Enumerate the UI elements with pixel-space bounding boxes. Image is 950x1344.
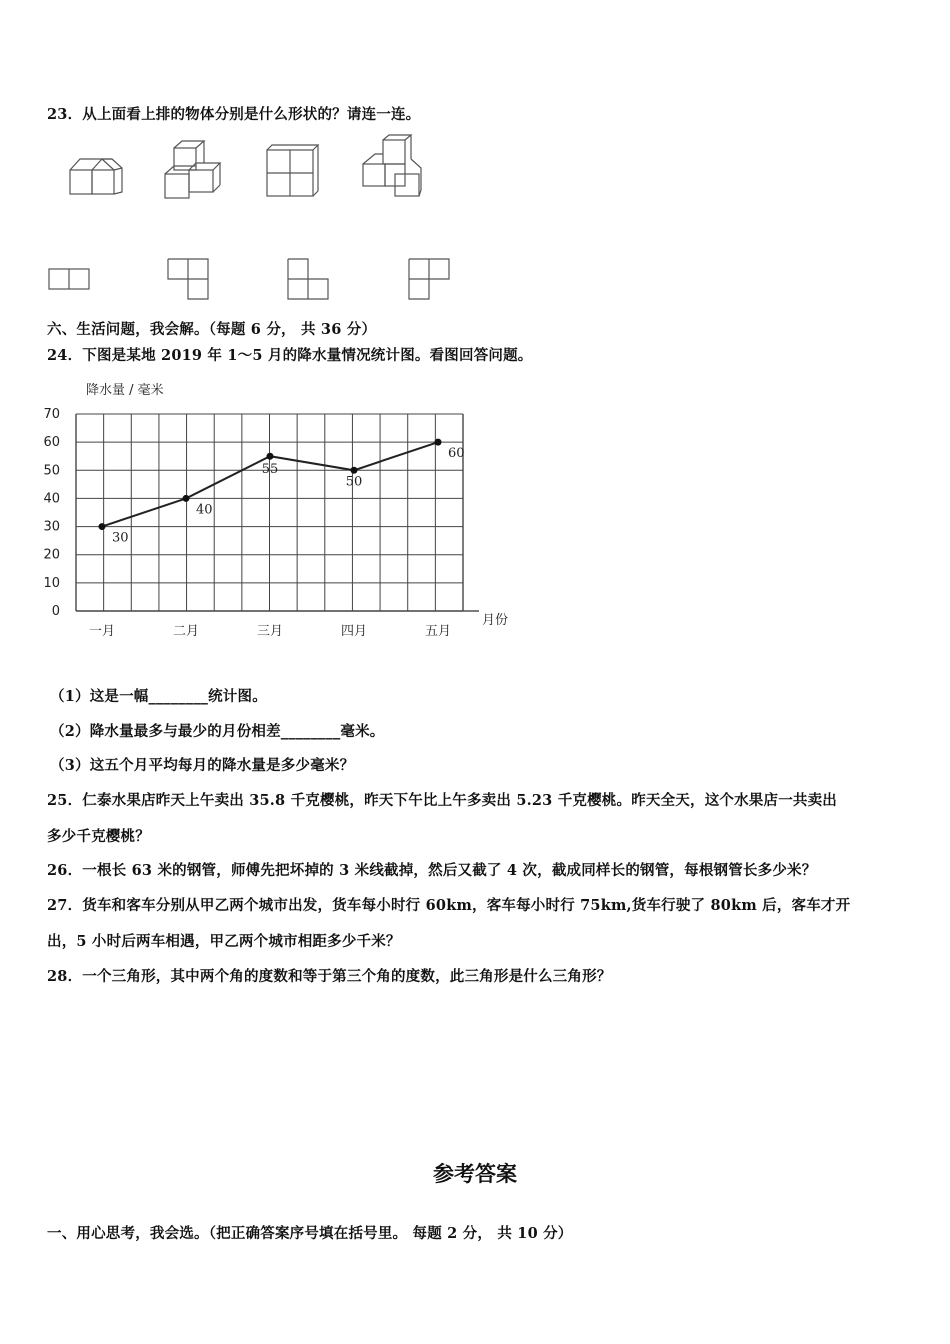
data-label: 55 xyxy=(261,462,279,478)
question-28: 28．一个三角形，其中两个角的度数和等于第三个角的度数，此三角形是什么三角形？ xyxy=(47,968,612,985)
y-tick-label: 30 xyxy=(43,519,60,535)
answers-title: 参考答案 xyxy=(433,1161,517,1186)
cube-figure-3 xyxy=(262,142,322,200)
question-25-line-2: 多少千克樱桃？ xyxy=(47,828,150,845)
x-tick-label: 二月 xyxy=(172,624,200,639)
question-23: 23．从上面看上排的物体分别是什么形状的？请连一连。 xyxy=(47,106,421,123)
data-point xyxy=(351,467,358,474)
x-tick-label: 一月 xyxy=(88,624,116,639)
rainfall-line-chart xyxy=(40,376,530,646)
answers-section-1: 一、用心思考，我会选。（把正确答案序号填在括号里。 每题 2 分， 共 10 分） xyxy=(47,1225,573,1242)
question-24-part-3: （3）这五个月平均每月的降水量是多少毫米？ xyxy=(50,757,355,774)
y-tick-label: 0 xyxy=(51,604,60,619)
x-tick-label: 三月 xyxy=(256,624,284,639)
data-label: 60 xyxy=(448,446,465,462)
top-view-option-3 xyxy=(286,257,332,301)
y-axis-title: 降水量 / 毫米 xyxy=(86,383,164,398)
top-view-option-1 xyxy=(48,268,92,292)
data-point xyxy=(183,495,190,502)
section-6-heading: 六、生活问题，我会解。（每题 6 分， 共 36 分） xyxy=(47,321,377,338)
data-point xyxy=(435,439,442,446)
x-axis-title: 月份 xyxy=(482,613,509,628)
question-24-part-1: （1）这是一幅________统计图。 xyxy=(50,688,267,705)
top-view-option-4 xyxy=(407,257,453,301)
y-tick-label: 50 xyxy=(43,463,60,479)
cube-figure-1 xyxy=(65,150,125,200)
question-27-line-2: 出，5 小时后两车相遇，甲乙两个城市相距多少千米？ xyxy=(47,933,401,950)
cube-figure-4 xyxy=(355,132,427,200)
y-tick-label: 20 xyxy=(43,547,60,563)
question-26: 26．一根长 63 米的钢管，师傅先把坏掉的 3 米线截掉，然后又截了 4 次，截成同样长的钢管，每根钢管长多少米？ xyxy=(47,862,817,879)
question-27-line-1: 27．货车和客车分别从甲乙两个城市出发，货车每小时行 60km，客车每小时行 75km,货车行驶了 80km 后，客车才开 xyxy=(47,897,851,914)
x-tick-label: 五月 xyxy=(424,624,452,639)
question-24: 24．下图是某地 2019 年 1～5 月的降水量情况统计图。看图回答问题。 xyxy=(47,347,533,364)
x-tick-label: 四月 xyxy=(340,624,368,639)
data-point xyxy=(267,453,274,460)
question-25-line-1: 25．仁泰水果店昨天上午卖出 35.8 千克樱桃，昨天下午比上午多卖出 5.23 千克樱桃。昨天全天，这个水果店一共卖出 xyxy=(47,792,837,809)
data-label: 40 xyxy=(196,502,213,518)
data-label: 30 xyxy=(112,530,129,546)
question-24-part-2: （2）降水量最多与最少的月份相差________毫米。 xyxy=(50,723,385,740)
y-tick-label: 70 xyxy=(43,407,60,422)
y-tick-label: 60 xyxy=(43,435,60,451)
y-tick-label: 10 xyxy=(43,575,60,591)
top-view-option-2 xyxy=(166,257,212,301)
data-label: 50 xyxy=(345,474,363,490)
data-point xyxy=(99,523,106,530)
y-tick-label: 40 xyxy=(43,491,60,507)
cube-figure-2 xyxy=(160,138,230,202)
